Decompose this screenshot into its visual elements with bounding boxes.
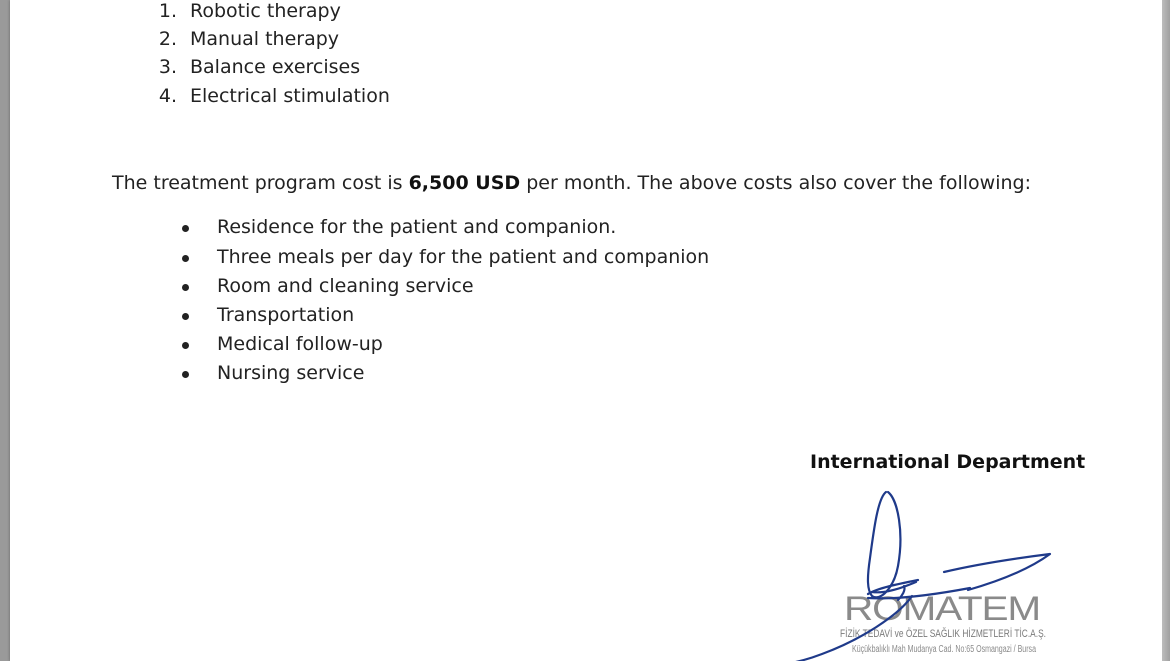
cost-text-after: per month. The above costs also cover the following: xyxy=(520,172,1031,194)
list-label: Manual therapy xyxy=(190,28,340,50)
bullet-icon xyxy=(182,342,189,349)
bullet-icon xyxy=(182,284,189,291)
bullet-icon xyxy=(182,225,189,232)
stamp-line-1: FİZİK TEDAVİ ve ÖZEL SAĞLIK HİZMETLERİ TİC.A.Ş. xyxy=(840,628,1111,640)
cost-amount: 6,500 USD xyxy=(408,172,521,194)
list-number: 2. xyxy=(158,28,177,50)
bullet-icon xyxy=(182,255,189,262)
bullet-label: Nursing service xyxy=(217,362,365,384)
stamp-line-2: Küçükbalıklı Mah Mudanya Cad. No:65 Osmangazi / Bursa xyxy=(852,644,1037,655)
bullet-icon xyxy=(182,371,189,378)
bullet-label: Medical follow-up xyxy=(217,333,383,355)
list-label: Electrical stimulation xyxy=(190,85,390,107)
list-label: Robotic therapy xyxy=(190,0,341,22)
bullet-label: Residence for the patient and companion. xyxy=(217,216,617,238)
bullet-label: Room and cleaning service xyxy=(217,275,474,297)
company-stamp xyxy=(748,478,1111,661)
list-label: Balance exercises xyxy=(190,56,361,78)
cost-paragraph xyxy=(112,172,1031,194)
document-page xyxy=(10,0,1162,661)
bullet-label: Transportation xyxy=(217,304,355,326)
page-edge-shadow xyxy=(1162,0,1170,661)
list-number: 1. xyxy=(158,0,177,22)
bullet-label: Three meals per day for the patient and companion xyxy=(217,246,710,268)
cost-text-before: The treatment program cost is xyxy=(112,172,409,194)
department-label: International Department xyxy=(810,451,1086,473)
list-number: 4. xyxy=(158,85,177,107)
bullet-icon xyxy=(182,313,189,320)
stamp-company-name: ROMATEM xyxy=(844,590,1040,628)
list-number: 3. xyxy=(158,56,177,78)
